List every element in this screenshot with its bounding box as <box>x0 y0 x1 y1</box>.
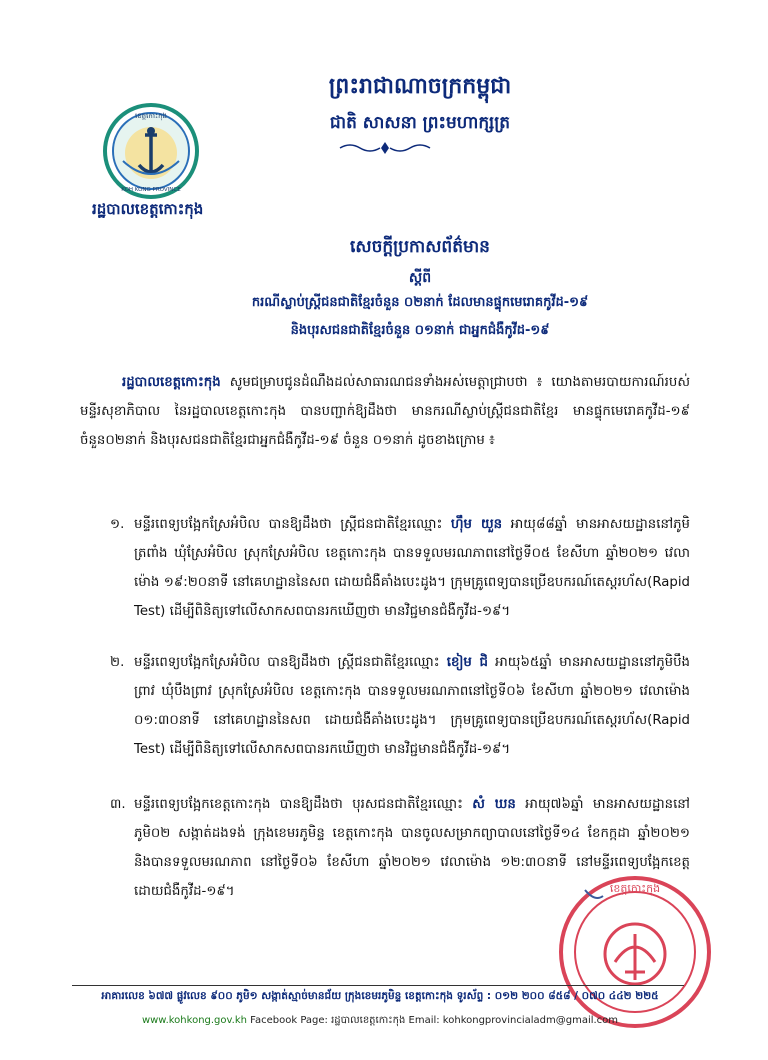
item-text-after: អាយុ៦៥ឆ្នាំ មានអាសយដ្ឋាននៅភូមិបឹងព្រាវ ឃុំបឹងព្រាវ ស្រុកស្រែអំបិល ខេត្តកោះកុង បានទទួលមរណភាពនៅថ្ងៃទី០៦ ខែសីហា ឆ្នាំ២០២១ វេលាម៉ោង ០១:៣០នាទី នៅគេហដ្ឋាននៃសព ដោយជំងឺគាំងបេះដូង។ ក្រុមគ្រូពេទ្យបានប្រើឧបករណ៍តេស្តរហ័ស(Rapid Test) ដើម្បីពិនិត្យទៅលើសាកសពបានរកឃើញថា មានវិជ្ជមានជំងឺកូវីដ-១៩។ <box>134 655 690 757</box>
list-item <box>80 648 690 764</box>
footer-contacts <box>60 1013 700 1028</box>
item-name: ហ៊ឹម យួន <box>450 517 503 532</box>
national-motto: ជាតិ សាសនា ព្រះមហាក្សត្រ <box>329 113 511 133</box>
item-text-before: មន្ទីរពេទ្យបង្អែកស្រែអំបិល បានឱ្យដឹងថា ស្ត្រីជនជាតិខ្មែរឈ្មោះ <box>134 517 451 532</box>
website-link[interactable]: www.kohkong.gov.kh <box>141 1015 247 1026</box>
intro-paragraph <box>80 368 690 455</box>
intro-lead: រដ្ឋបាលខេត្តកោះកុង <box>122 375 221 390</box>
notice-subject-line-2: និងបុរសជនជាតិខ្មែរចំនួន ០១នាក់ ជាអ្នកជំងឺកូវីដ-១៩ <box>290 323 550 338</box>
svg-text:KOH KONG PROVINCE: KOH KONG PROVINCE <box>121 187 181 193</box>
item-name: ខៀម ជិ <box>446 655 488 670</box>
email-address[interactable]: Email: kohkongprovincialadm@gmail.com <box>408 1015 619 1026</box>
item-number: ២. <box>110 655 125 670</box>
footer-address: អាគារលេខ ៦៧៧ ផ្លូវលេខ ៩០០ ភូមិ១ សង្កាត់ស្មាច់មានជ័យ ក្រុងខេមរភូមិន្ទ ខេត្តកោះកុង ទូរស័ព្ទ : ០១២ ២០០ ៨៥៨ / ០៧០ ៤៤២ ២២៥ <box>101 990 659 1002</box>
item-number: ១. <box>110 517 125 532</box>
footer-divider <box>72 985 684 986</box>
item-text-after: អាយុ៨៨ឆ្នាំ មានអាសយដ្ឋាននៅភូមិត្រពាំង ឃុំស្រែអំបិល ស្រុកស្រែអំបិល ខេត្តកោះកុង បានទទួលមរណភាពនៅថ្ងៃទី០៥ ខែសីហា ឆ្នាំ២០២១ វេលាម៉ោង ១៩:២០នាទី នៅគេហដ្ឋាននៃសព ដោយជំងឺគាំងបេះដូង។ ក្រុមគ្រូពេទ្យបានប្រើឧបករណ៍តេស្តរហ័ស(Rapid Test) ដើម្បីពិនិត្យទៅលើសាកសពបានរកឃើញថា មានវិជ្ជមានជំងឺកូវីដ-១៩។ <box>134 517 690 619</box>
official-seal-stamp-icon <box>555 872 715 1032</box>
list-item <box>80 510 690 626</box>
item-text-before: មន្ទីរពេទ្យបង្អែកខេត្តកោះកុង បានឱ្យដឹងថា បុរសជនជាតិខ្មែរឈ្មោះ <box>134 797 473 812</box>
notice-subject-line-1: ករណីស្លាប់ស្ត្រីជនជាតិខ្មែរចំនួន ០២នាក់ ដែលមានផ្ទុកមេរោគកូវីដ-១៩ <box>251 295 589 310</box>
department-name: រដ្ឋបាលខេត្តកោះកុង <box>92 200 204 218</box>
svg-text:ខេត្តកោះកុង: ខេត្តកោះកុង <box>609 882 661 895</box>
item-number: ៣. <box>110 797 126 812</box>
svg-text:ខេត្តកោះកុង: ខេត្តកោះកុង <box>135 112 167 120</box>
item-name: សំ ឃន <box>472 797 516 812</box>
intro-text: សូមជម្រាបជូនដំណឹងដល់សាធារណជនទាំងអស់មេត្តាជ្រាបថា ៖ យោងតាមរបាយការណ៍របស់មន្ទីរសុខាភិបាល នៃរដ្ឋបាលខេត្តកោះកុង បានបញ្ជាក់ឱ្យដឹងថា មានករណីស្លាប់ស្ត្រីជនជាតិខ្មែរ មានផ្ទុកមេរោគកូវីដ-១៩ ចំនួន០២នាក់ និងបុរសជនជាតិខ្មែរជាអ្នកជំងឺកូវីដ-១៩ ចំនួន ០១នាក់ ដូចខាងក្រោម ៖ <box>80 375 690 448</box>
facebook-page: Facebook Page: រដ្ឋបាលខេត្តកោះកុង <box>250 1015 406 1026</box>
item-text-after: អាយុ៧៦ឆ្នាំ មានអាសយដ្ឋាននៅភូមិ០២ សង្កាត់ដងទង់ ក្រុងខេមរភូមិន្ទ ខេត្តកោះកុង បានចូលសម្រាកព្យាបាលនៅថ្ងៃទី១៤ ខែកក្កដា ឆ្នាំ២០២១ និងបានទទួលមរណភាព នៅថ្ងៃទី០៦ ខែសីហា ឆ្នាំ២០២១ វេលាម៉ោង ១២:៣០នាទី នៅមន្ទីរពេទ្យបង្អែកខេត្ត ដោយជំងឺកូវីដ-១៩។ <box>134 797 690 899</box>
item-text-before: មន្ទីរពេទ្យបង្អែកស្រែអំបិល បានឱ្យដឹងថា ស្ត្រីជនជាតិខ្មែរឈ្មោះ <box>134 655 447 670</box>
notice-title: សេចក្តីប្រកាសព័ត៌មាន <box>350 237 490 257</box>
kingdom-heading: ព្រះរាជាណាចក្រកម្ពុជា <box>328 74 512 99</box>
notice-about: ស្តីពី <box>408 270 432 286</box>
ornament-divider-icon <box>335 141 435 155</box>
